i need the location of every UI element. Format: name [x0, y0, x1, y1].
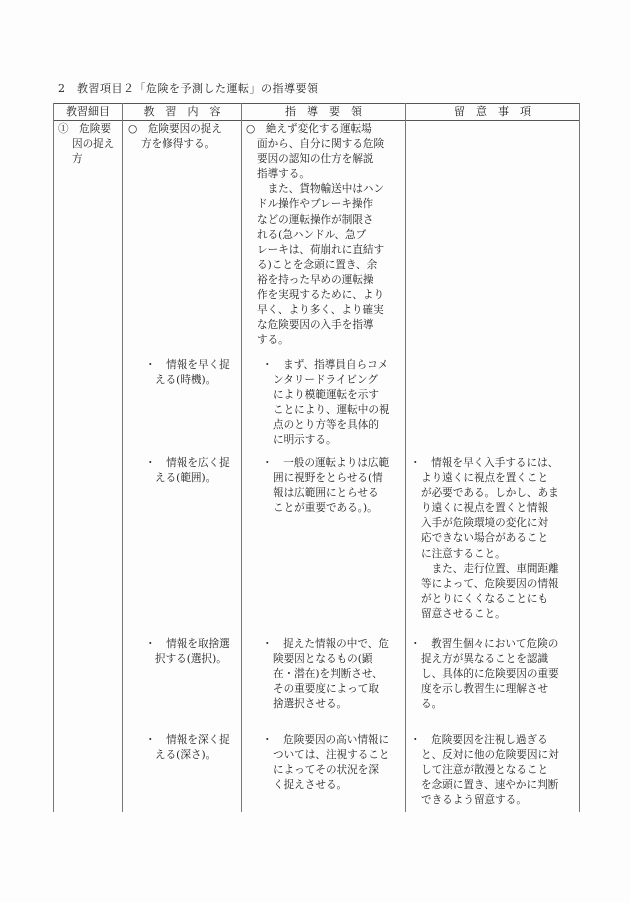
guidance-line: 捨選択させる。 — [273, 698, 348, 711]
notes-cell-2 — [410, 456, 578, 622]
content-cell-3 — [145, 637, 240, 667]
guidance-cell-2 — [262, 456, 404, 516]
content-cell-2 — [145, 456, 240, 486]
guidance-line: 作を実現するために、より — [257, 289, 385, 302]
content-line: 方を修得する。 — [141, 138, 216, 151]
guidance-cell-0 — [246, 122, 404, 348]
guidance-line: する。 — [257, 334, 289, 347]
guidance-line: 面から、自分に関する危険 — [257, 138, 385, 151]
guidance-line: な危険要因の入手を指導 — [257, 319, 374, 332]
guidance-cell-3 — [262, 637, 404, 712]
notes-line: して注意が散漫となること — [421, 764, 549, 777]
notes-line: ・ 危険要因を注視し過ぎる — [410, 734, 548, 746]
guidance-line: レーキは、荷崩れに直結す — [257, 243, 385, 256]
content-line: 択する(選択)。 — [155, 653, 227, 666]
content-line: ・ 情報を広く捉 — [145, 457, 230, 469]
guidance-line: ドル操作やブレーキ操作 — [257, 198, 374, 211]
guidance-cell-1 — [262, 358, 404, 449]
guidance-line: 報は広範囲にとらせる — [273, 487, 379, 500]
guidance-line: 囲に視野をとらせる(情 — [273, 472, 383, 485]
guidance-line: 在・潜在)を判断させ、 — [273, 668, 383, 681]
detail-item-line: 方 — [72, 153, 83, 166]
guidance-line: ・ 危険要因の高い情報に — [262, 734, 390, 746]
notes-line: ・ 教習生個々において危険の — [410, 638, 559, 650]
guidance-line: に明示する。 — [273, 434, 337, 447]
notes-line: 応できない場合があること — [421, 532, 549, 545]
guidance-line: 早く、より多く、より確実 — [257, 304, 384, 317]
notes-line: に注意すること。 — [421, 547, 506, 560]
guidance-line: 要因の認知の仕方を解説 — [257, 153, 374, 166]
guidance-line: ・ 一般の運転よりは広範 — [262, 457, 390, 469]
guidance-line: ことが重要である。)。 — [273, 502, 378, 515]
notes-line: 等によって、危険要因の情報 — [421, 577, 559, 590]
content-line: える(範囲)。 — [155, 472, 217, 485]
header-detail-item: 教習細目 — [66, 105, 110, 118]
notes-line: 捉え方が異なることを認識 — [421, 653, 549, 666]
guidance-line: によってその状況を深 — [273, 764, 379, 777]
content-cell-1 — [145, 358, 240, 388]
notes-cell-4 — [410, 733, 578, 808]
header-bottom-border — [53, 120, 580, 121]
header-content: 教 習 内 容 — [143, 105, 221, 118]
notes-line: 度を示し教習生に理解させ — [421, 683, 549, 696]
notes-line: より遠くに視点を置くこと — [421, 472, 549, 485]
content-cell-4 — [145, 733, 240, 763]
detail-item-line: 因の捉え — [72, 138, 115, 151]
header-guidance: 指 導 要 領 — [285, 105, 362, 118]
detail-item-line: ① 危険要 — [58, 123, 111, 135]
guidance-line: ○ 絶えず変化する運転場 — [246, 123, 372, 135]
content-cell-0 — [128, 122, 240, 152]
notes-line: を念頭に置き、速やかに判断 — [421, 779, 559, 792]
detail-item-cell — [58, 122, 122, 167]
notes-line: また、走行位置、車間距離 — [421, 562, 559, 575]
guidance-line: ・ 捉えた情報の中で、危 — [262, 638, 389, 650]
guidance-line: ンタリードライビング — [273, 374, 378, 387]
guidance-cell-4 — [262, 733, 404, 793]
guidance-line: れる(急ハンドル、急ブ — [257, 228, 367, 241]
content-line: ・ 情報を深く捉 — [145, 734, 230, 746]
col-divider-3 — [405, 103, 406, 812]
guidance-line: などの運転操作が制限さ — [257, 213, 374, 226]
notes-line: り遠くに視点を置くと情報 — [421, 502, 549, 515]
notes-line: 留意させること。 — [421, 607, 506, 620]
guidance-line: 点のとり方等を具体的 — [273, 419, 379, 432]
section-title: 2 教習項目２「危険を予測した運転」の指導要領 — [58, 82, 319, 95]
content-line: える(時機)。 — [155, 374, 217, 387]
col-divider-2 — [241, 103, 242, 812]
notes-cell-3 — [410, 637, 578, 712]
guidance-line: く捉えさせる。 — [273, 779, 348, 792]
guidance-line: ついては、注視すること — [273, 749, 390, 762]
notes-line: できるよう留意する。 — [421, 794, 527, 807]
col-divider-0 — [53, 103, 54, 812]
content-line: ○ 危険要因の捉え — [128, 123, 222, 135]
guidance-line: ・ まず、指導員自らコメ — [262, 359, 389, 371]
header-notes: 留 意 事 項 — [454, 105, 531, 118]
guidance-line: その重要度によって取 — [273, 683, 379, 696]
guidance-line: る)ことを念頭に置き、余 — [257, 258, 378, 271]
guidance-line: また、貨物輸送中はハン — [257, 183, 385, 196]
guidance-line: ことにより、運転中の視 — [273, 404, 390, 417]
guidance-line: 指導する。 — [257, 168, 310, 181]
guidance-line: 裕を持った早めの運転操 — [257, 273, 374, 286]
guidance-line: により模範運転を示す — [273, 389, 379, 402]
content-line: ・ 情報を早く捉 — [145, 359, 230, 371]
notes-line: 入手が危険環境の変化に対 — [421, 517, 549, 530]
guidance-line: 険要因となるもの(顕 — [273, 653, 373, 666]
notes-line: る。 — [421, 698, 443, 711]
col-divider-1 — [122, 103, 123, 812]
notes-line: し、具体的に危険要因の重要 — [421, 668, 559, 681]
notes-line: ・ 情報を早く入手するには、 — [410, 457, 559, 469]
col-divider-4 — [579, 103, 580, 812]
notes-line: が必要である。しかし、あま — [421, 487, 559, 500]
notes-line: がとりにくくなることにも — [421, 592, 549, 605]
content-line: ・ 情報を取捨選 — [145, 638, 230, 650]
content-line: える(深さ)。 — [155, 749, 217, 762]
notes-line: と、反対に他の危険要因に対 — [421, 749, 559, 762]
